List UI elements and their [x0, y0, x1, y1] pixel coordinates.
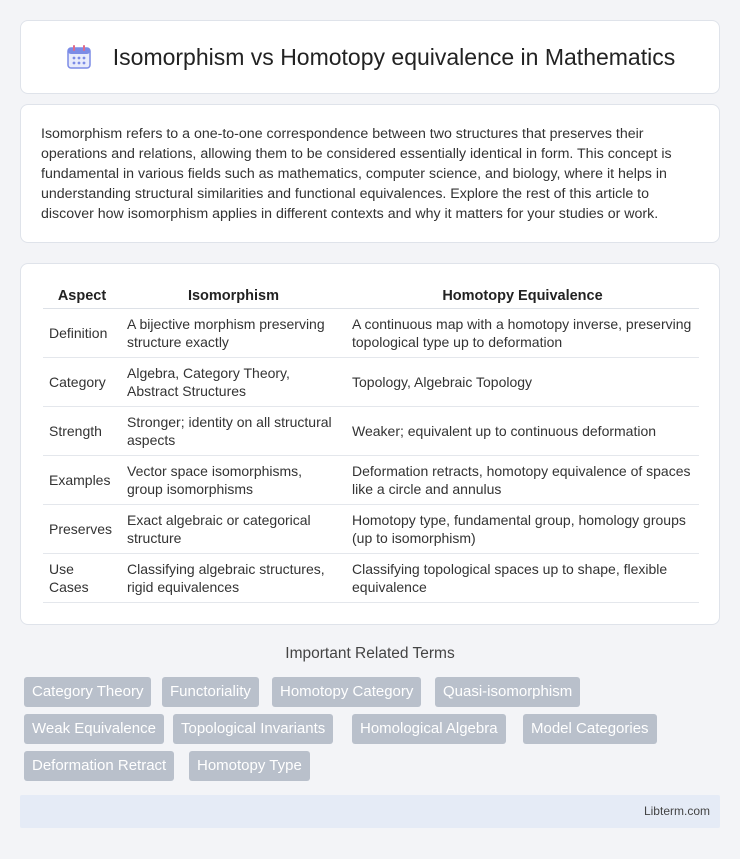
intro-card: [20, 104, 720, 243]
row-isomorphism: Stronger; identity on all structural aspects: [121, 406, 346, 455]
related-terms-title: Important Related Terms: [285, 645, 455, 662]
row-aspect: Preserves: [43, 504, 121, 553]
header-card: [20, 20, 720, 94]
row-homotopy: Weaker; equivalent up to continuous deformation: [346, 406, 699, 455]
row-homotopy: Classifying topological spaces up to shape, flexible equivalence: [346, 553, 699, 602]
footer-site-link[interactable]: Libterm.com: [643, 804, 710, 818]
comparison-card: [20, 263, 720, 625]
page-title: Isomorphism vs Homotopy equivalence in Mathematics: [112, 43, 676, 70]
table-row: [43, 308, 699, 357]
tag-homological-algebra[interactable]: Homological Algebra: [352, 714, 506, 744]
tag-functoriality[interactable]: Functoriality: [162, 677, 259, 707]
tag-topological-invariants[interactable]: Topological Invariants: [173, 714, 333, 744]
row-aspect: Definition: [43, 308, 121, 357]
row-aspect: Strength: [43, 406, 121, 455]
intro-text: Isomorphism refers to a one-to-one correspondence between two structures that preserves their operations and relations, allowing them to be considered essentially identical in form. This concept is fundamental in various fields such as mathematics, computer science, and biology, where it helps in understanding structural similarities and functional equivalences. Explore the rest of this article to discover how isomorphism applies in different contexts and why it matters for your studies or work.: [41, 126, 672, 222]
tag-deformation-retract[interactable]: Deformation Retract: [24, 751, 174, 781]
row-homotopy: Homotopy type, fundamental group, homology groups (up to isomorphism): [346, 504, 699, 553]
tag-quasi-isomorphism[interactable]: Quasi-isomorphism: [435, 677, 580, 707]
row-isomorphism: Exact algebraic or categorical structure: [121, 504, 346, 553]
footer: [20, 795, 720, 828]
tag-weak-equivalence[interactable]: Weak Equivalence: [24, 714, 164, 744]
table-row: [43, 455, 699, 504]
row-aspect: Use Cases: [43, 553, 121, 602]
table-row: [43, 357, 699, 406]
tag-model-categories[interactable]: Model Categories: [523, 714, 657, 744]
table-row: [43, 406, 699, 455]
row-aspect: Examples: [43, 455, 121, 504]
comparison-table: [43, 284, 699, 603]
table-header-row: [43, 284, 699, 308]
row-isomorphism: Vector space isomorphisms, group isomorphisms: [121, 455, 346, 504]
table-row: [43, 504, 699, 553]
row-homotopy: A continuous map with a homotopy inverse, preserving topological type up to deformation: [346, 308, 699, 357]
row-aspect: Category: [43, 357, 121, 406]
table-row: [43, 553, 699, 602]
header-homotopy-equivalence: Homotopy Equivalence: [346, 284, 699, 308]
row-isomorphism: Algebra, Category Theory, Abstract Structures: [121, 357, 346, 406]
row-homotopy: Topology, Algebraic Topology: [346, 357, 699, 406]
header-aspect: Aspect: [43, 284, 121, 308]
row-isomorphism: A bijective morphism preserving structure exactly: [121, 308, 346, 357]
row-homotopy: Deformation retracts, homotopy equivalence of spaces like a circle and annulus: [346, 455, 699, 504]
tag-homotopy-type[interactable]: Homotopy Type: [189, 751, 310, 781]
row-isomorphism: Classifying algebraic structures, rigid equivalences: [121, 553, 346, 602]
tag-homotopy-category[interactable]: Homotopy Category: [272, 677, 421, 707]
calendar-icon: [65, 43, 93, 71]
header-isomorphism: Isomorphism: [121, 284, 346, 308]
tag-category-theory[interactable]: Category Theory: [24, 677, 151, 707]
